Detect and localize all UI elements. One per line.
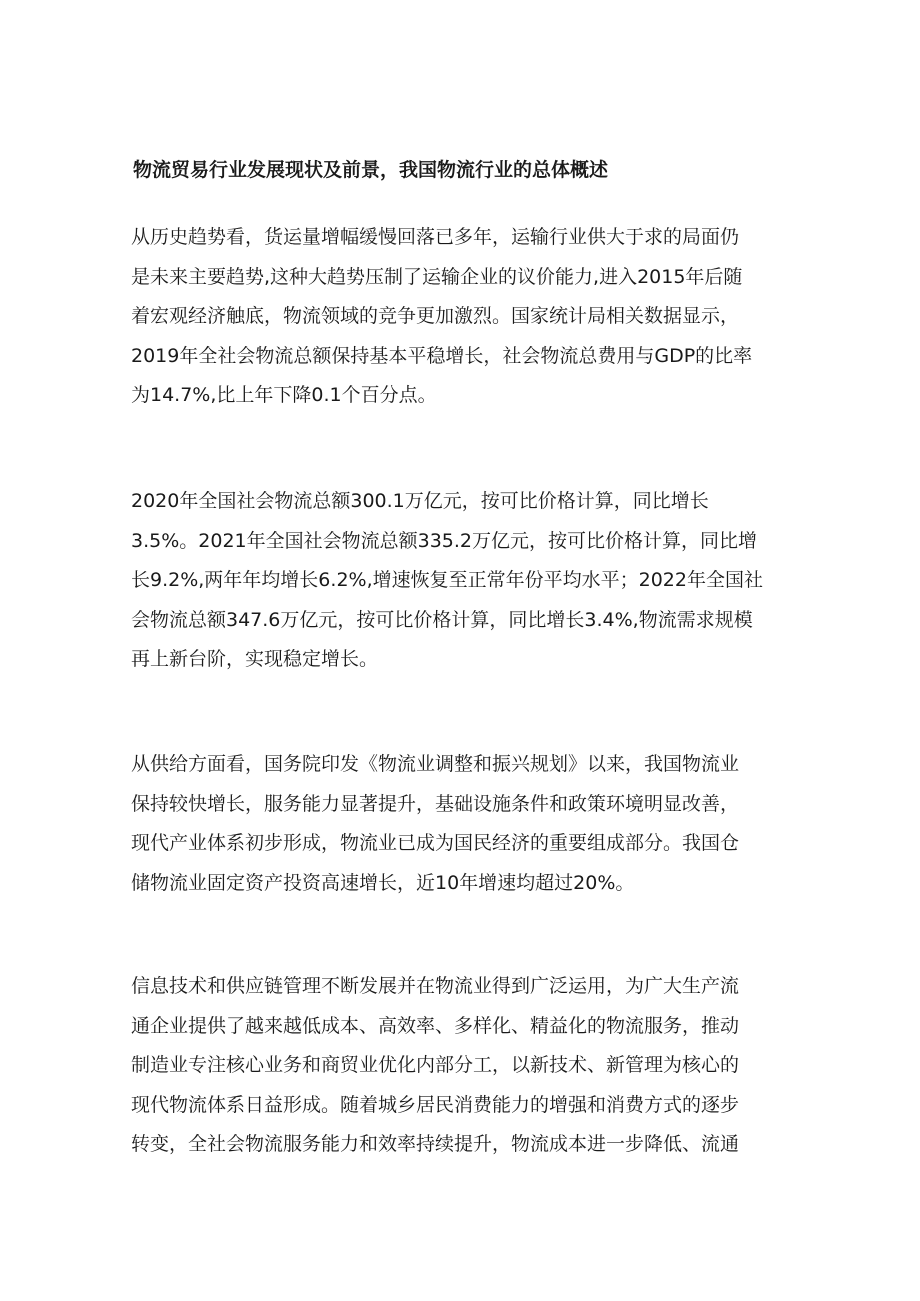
paragraph-supply-side [131,745,791,903]
paragraph-line: 制造业专注核心业务和商贸业优化内部分工，以新技术、新管理为核心的 [131,1054,740,1076]
paragraph-line: 储物流业固定资产投资高速增长，近10年增速均超过20%。 [131,871,635,894]
paragraph-information-technology [131,967,791,1165]
paragraph-line: 信息技术和供应链管理不断发展并在物流业得到广泛运用，为广大生产流 [131,975,740,997]
paragraph-logistics-totals [131,482,791,680]
paragraph-line: 会物流总额347.6万亿元，按可比价格计算，同比增长3.4%,物流需求规模 [131,608,753,631]
paragraph-line: 现代产业体系初步形成，物流业已成为国民经济的重要组成部分。我国仓 [131,832,740,854]
paragraph-line: 通企业提供了越来越低成本、高效率、多样化、精益化的物流服务，推动 [131,1014,740,1037]
paragraph-line: 长9.2%,两年年均增长6.2%,增速恢复至正常年份平均水平；2022年全国社 [131,569,763,591]
paragraph-line: 是未来主要趋势,这种大趋势压制了运输企业的议价能力,进入2015年后随 [131,265,743,288]
document-title: 物流贸易行业发展现状及前景，我国物流行业的总体概述 [133,159,609,181]
paragraph-line: 3.5%。2021年全国社会物流总额335.2万亿元，按可比价格计算，同比增 [131,529,758,552]
paragraph-line: 从供给方面看，国务院印发《物流业调整和振兴规划》以来，我国物流业 [131,753,740,775]
paragraph-line: 为14.7%,比上年下降0.1个百分点。 [131,384,437,406]
paragraph-line: 转变，全社会物流服务能力和效率持续提升，物流成本进一步降低、流通 [131,1133,740,1155]
paragraph-line: 着宏观经济触底，物流领域的竞争更加激烈。国家统计局相关数据显示， [131,305,740,327]
paragraph-line: 从历史趋势看，货运量增幅缓慢回落已多年，运输行业供大于求的局面仍 [131,226,740,248]
paragraph-line: 再上新台阶，实现稳定增长。 [131,648,379,670]
paragraph-historical-trend [131,218,791,416]
paragraph-line: 保持较快增长，服务能力显著提升，基础设施条件和政策环境明显改善， [131,792,740,815]
paragraph-line: 现代物流体系日益形成。随着城乡居民消费能力的增强和消费方式的逐步 [131,1093,740,1116]
paragraph-line: 2019年全社会物流总额保持基本平稳增长，社会物流总费用与GDP的比率 [131,344,753,367]
paragraph-line: 2020年全国社会物流总额300.1万亿元，按可比价格计算，同比增长 [131,490,709,512]
